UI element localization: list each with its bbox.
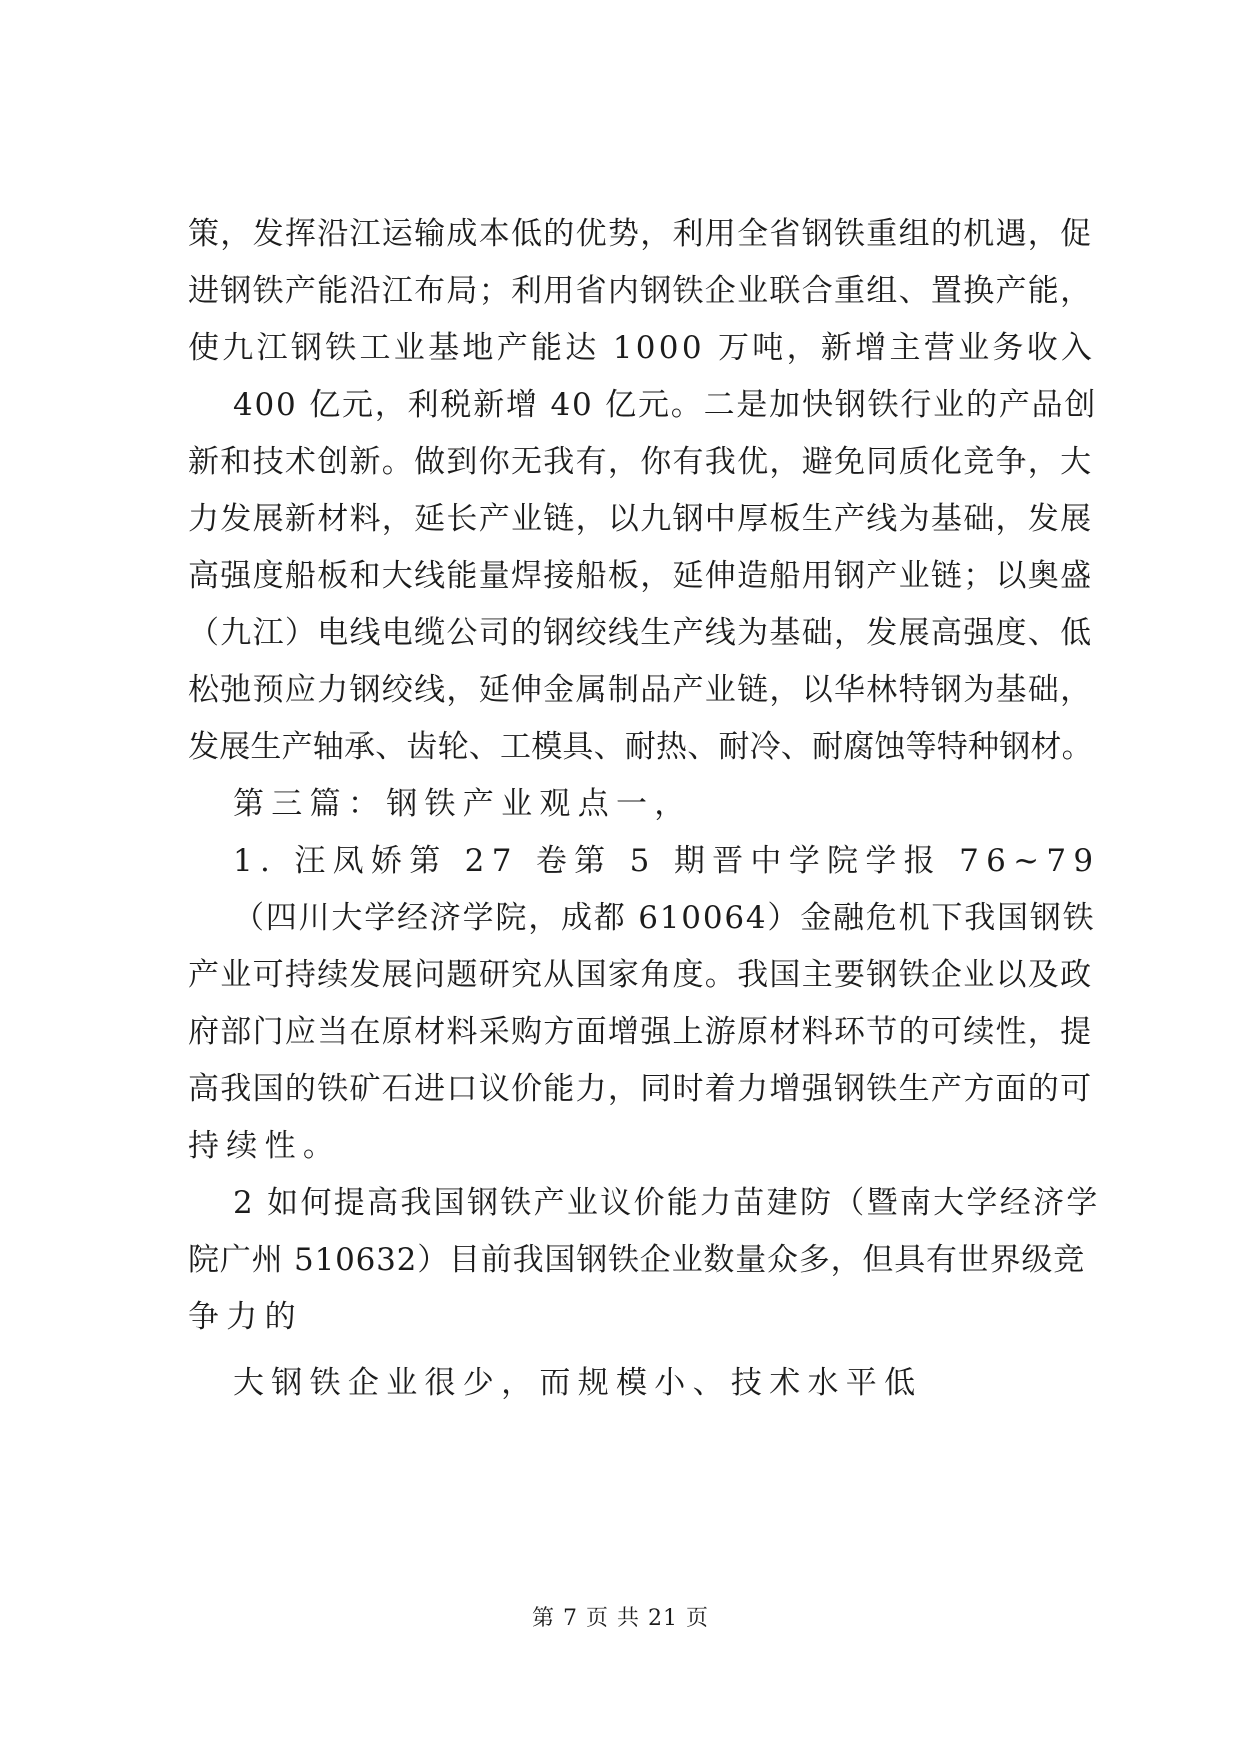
body-text-line: 发展生产轴承、齿轮、工模具、耐热、耐冷、耐腐蚀等特种钢材。 bbox=[188, 729, 1093, 765]
body-text-line: 高强度船板和大线能量焊接船板，延伸造船用钢产业链；以奥盛 bbox=[188, 558, 1093, 594]
section-heading: 第三篇：钢铁产业观点一， bbox=[233, 786, 693, 822]
body-text-line: 院广州 510632）目前我国钢铁企业数量众多，但具有世界级竞 bbox=[188, 1242, 1085, 1278]
body-text-line: 新和技术创新。做到你无我有，你有我优，避免同质化竞争，大 bbox=[188, 444, 1093, 480]
body-text-line: （九江）电线电缆公司的钢绞线生产线为基础，发展高强度、低 bbox=[188, 615, 1093, 651]
body-text-line: （四川大学经济学院，成都 610064）金融危机下我国钢铁 bbox=[233, 900, 1096, 936]
body-text-line: 产业可持续发展问题研究从国家角度。我国主要钢铁企业以及政 bbox=[188, 957, 1093, 993]
body-text-line: 府部门应当在原材料采购方面增强上游原材料环节的可续性，提 bbox=[188, 1014, 1093, 1050]
body-text-line: 策，发挥沿江运输成本低的优势，利用全省钢铁重组的机遇，促 bbox=[188, 216, 1093, 252]
body-text-line: 松弛预应力钢绞线，延伸金属制品产业链，以华林特钢为基础， bbox=[188, 672, 1093, 708]
body-text-line: 400 亿元，利税新增 40 亿元。二是加快钢铁行业的产品创 bbox=[233, 387, 1098, 423]
body-text-line: 高我国的铁矿石进口议价能力，同时着力增强钢铁生产方面的可 bbox=[188, 1071, 1093, 1107]
reference-item: 1. 汪凤娇第 27 卷第 5 期晋中学院学报 76~79 bbox=[233, 843, 1101, 879]
body-text-line: 使九江钢铁工业基地产能达 1000 万吨，新增主营业务收入 bbox=[188, 330, 1096, 366]
body-text-line: 力发展新材料，延长产业链，以九钢中厚板生产线为基础，发展 bbox=[188, 501, 1093, 537]
page-number-footer: 第 7 页 共 21 页 bbox=[532, 1606, 709, 1631]
body-text-line: 争力的 bbox=[188, 1299, 303, 1335]
body-text-line: 持续性。 bbox=[188, 1128, 342, 1164]
body-text-line: 进钢铁产能沿江布局；利用省内钢铁企业联合重组、置换产能， bbox=[188, 273, 1093, 309]
body-text-line: 大钢铁企业很少，而规模小、技术水平低 bbox=[233, 1365, 923, 1401]
reference-item: 2 如何提高我国钢铁产业议价能力苗建防（暨南大学经济学 bbox=[233, 1185, 1100, 1221]
